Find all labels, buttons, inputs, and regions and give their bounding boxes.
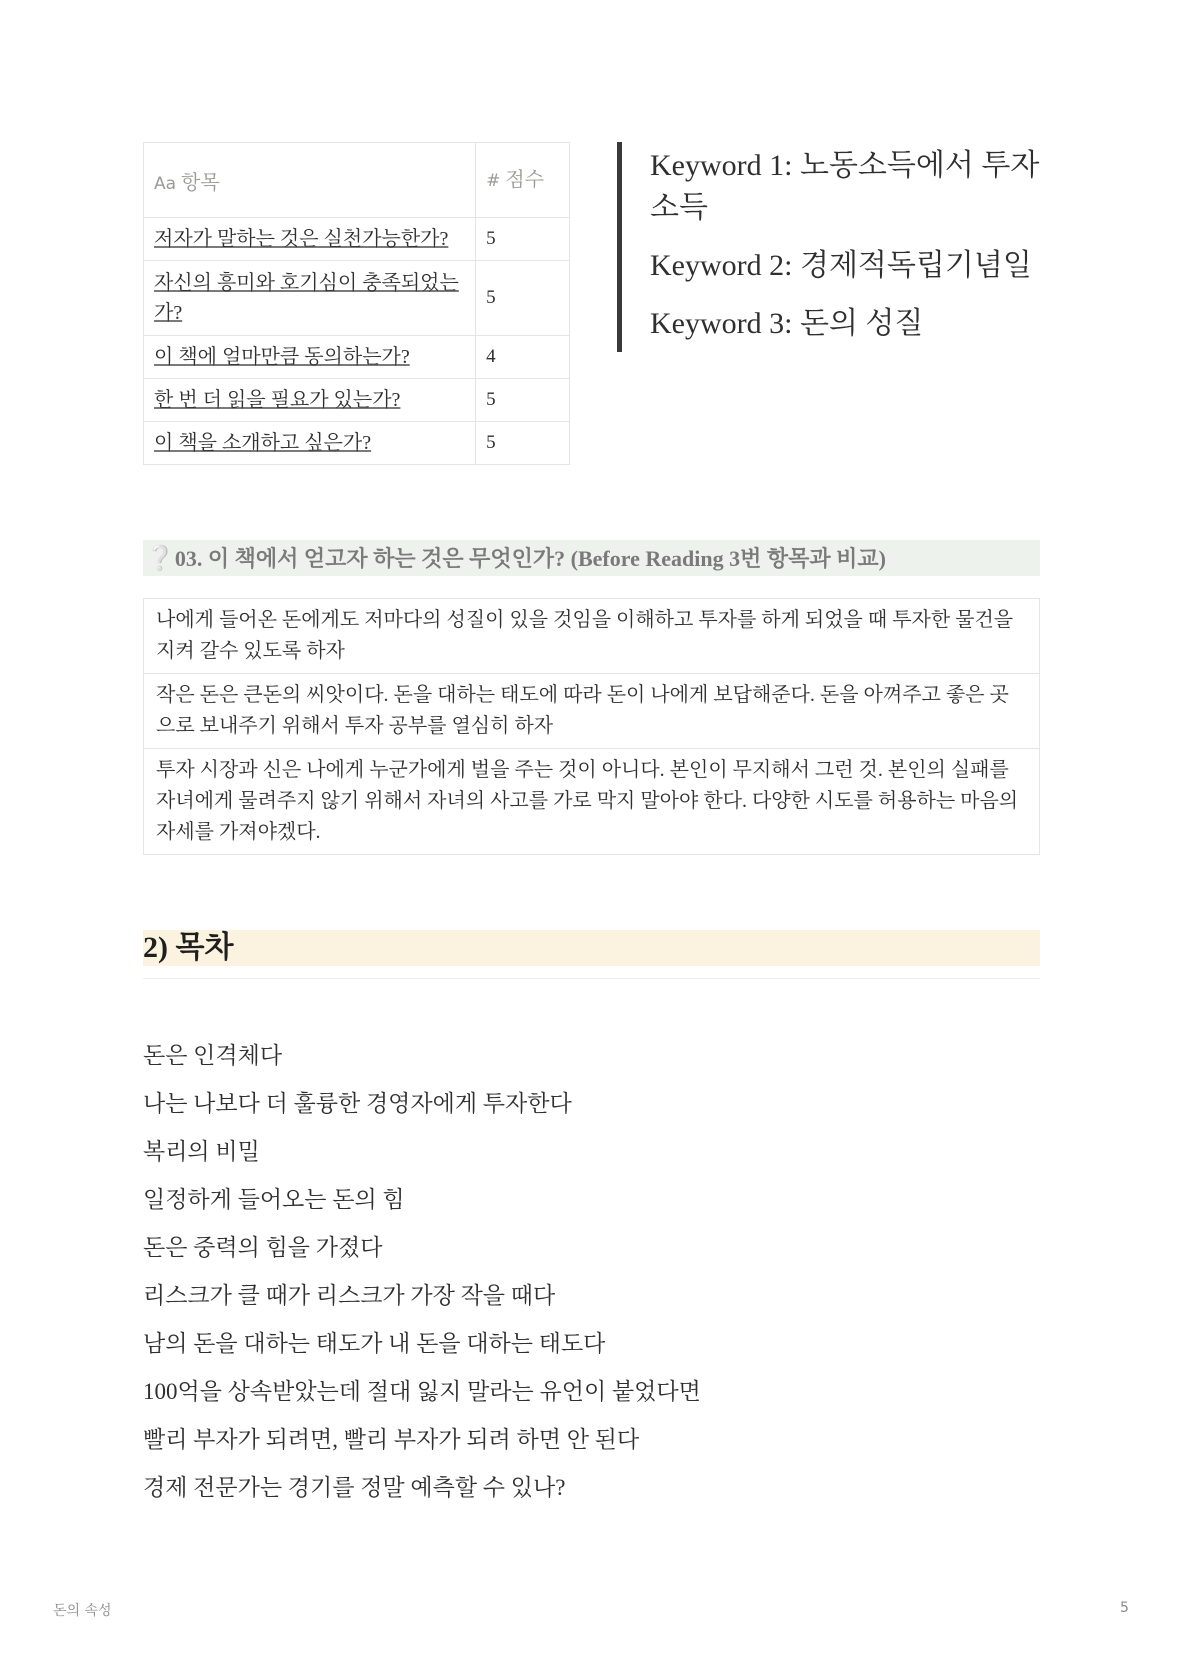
number-property-icon: # bbox=[486, 170, 501, 191]
row-item-link[interactable]: 이 책을 소개하고 싶은가? bbox=[144, 422, 476, 465]
column-header-item-label: 항목 bbox=[181, 171, 220, 194]
heading-divider bbox=[143, 978, 1040, 979]
footer-title: 돈의 속성 bbox=[53, 1603, 112, 1619]
row-item-link[interactable]: 저자가 말하는 것은 실천가능한가? bbox=[144, 218, 476, 261]
section-3-heading bbox=[143, 540, 1040, 576]
row-item-link[interactable]: 한 번 더 읽을 필요가 있는가? bbox=[144, 379, 476, 422]
column-header-item[interactable] bbox=[144, 143, 476, 218]
row-item-link[interactable]: 자신의 흥미와 호기심이 충족되었는가? bbox=[144, 261, 476, 336]
row-score: 5 bbox=[476, 218, 570, 261]
answer-cell: 작은 돈은 큰돈의 씨앗이다. 돈을 대하는 태도에 따라 돈이 나에게 보답해준다. 돈을 아껴주고 좋은 곳으로 보내주기 위해서 투자 공부를 열심히 하자 bbox=[144, 674, 1040, 749]
page-number: 5 bbox=[1120, 1600, 1129, 1616]
question-icon: ❔ bbox=[145, 544, 175, 572]
table-row bbox=[144, 336, 570, 379]
toc-item: 복리의 비밀 bbox=[143, 1139, 260, 1164]
row-item-link[interactable]: 이 책에 얼마만큼 동의하는가? bbox=[144, 336, 476, 379]
toc-item: 리스크가 클 때가 리스크가 가장 작을 때다 bbox=[143, 1283, 556, 1308]
toc-item: 남의 돈을 대하는 태도가 내 돈을 대하는 태도다 bbox=[143, 1331, 606, 1356]
toc-item: 나는 나보다 더 훌륭한 경영자에게 투자한다 bbox=[143, 1091, 572, 1116]
toc-list bbox=[143, 1032, 701, 1512]
table-row bbox=[144, 261, 570, 336]
section-3-title: 03. 이 책에서 얻고자 하는 것은 무엇인가? (Before Reading 3번 항목과 비교) bbox=[174, 546, 886, 571]
keywords-quote bbox=[617, 142, 1057, 352]
answers-table bbox=[143, 598, 1040, 855]
table-header-row bbox=[144, 143, 570, 218]
text-property-icon: Aa bbox=[154, 173, 177, 194]
keyword-3: Keyword 3: 돈의 성질 bbox=[650, 307, 924, 340]
toc-item: 100억을 상속받았는데 절대 잃지 말라는 유언이 붙었다면 bbox=[143, 1379, 701, 1404]
table-row bbox=[144, 674, 1040, 749]
table-row bbox=[144, 749, 1040, 855]
toc-item: 일정하게 들어오는 돈의 힘 bbox=[143, 1187, 405, 1212]
table-row bbox=[144, 379, 570, 422]
table-row bbox=[144, 599, 1040, 674]
row-score: 4 bbox=[476, 336, 570, 379]
column-header-score[interactable] bbox=[476, 143, 570, 218]
keyword-1: Keyword 1: 노동소득에서 투자 소득 bbox=[650, 149, 1040, 224]
row-score: 5 bbox=[476, 379, 570, 422]
answer-cell: 투자 시장과 신은 나에게 누군가에게 벌을 주는 것이 아니다. 본인이 무지해서 그런 것. 본인의 실패를 자녀에게 물려주지 않기 위해서 자녀의 사고를 가로 막지 말아야 한다. 다양한 시도를 허용하는 마음의 자세를 가져야겠다. bbox=[144, 749, 1040, 855]
column-header-score-label: 점수 bbox=[505, 168, 545, 191]
table-row bbox=[144, 218, 570, 261]
toc-item: 경제 전문가는 경기를 정말 예측할 수 있나? bbox=[143, 1475, 566, 1500]
answer-cell: 나에게 들어온 돈에게도 저마다의 성질이 있을 것임을 이해하고 투자를 하게 되었을 때 투자한 물건을 지켜 갈수 있도록 하자 bbox=[144, 599, 1040, 674]
toc-heading: 2) 목차 bbox=[143, 930, 1040, 966]
keyword-2: Keyword 2: 경제적독립기념일 bbox=[650, 249, 1032, 282]
row-score: 5 bbox=[476, 261, 570, 336]
table-row bbox=[144, 422, 570, 465]
row-score: 5 bbox=[476, 422, 570, 465]
toc-item: 빨리 부자가 되려면, 빨리 부자가 되려 하면 안 된다 bbox=[143, 1427, 640, 1452]
toc-item: 돈은 중력의 힘을 가졌다 bbox=[143, 1235, 383, 1260]
score-table bbox=[143, 142, 570, 465]
toc-item: 돈은 인격체다 bbox=[143, 1043, 283, 1068]
